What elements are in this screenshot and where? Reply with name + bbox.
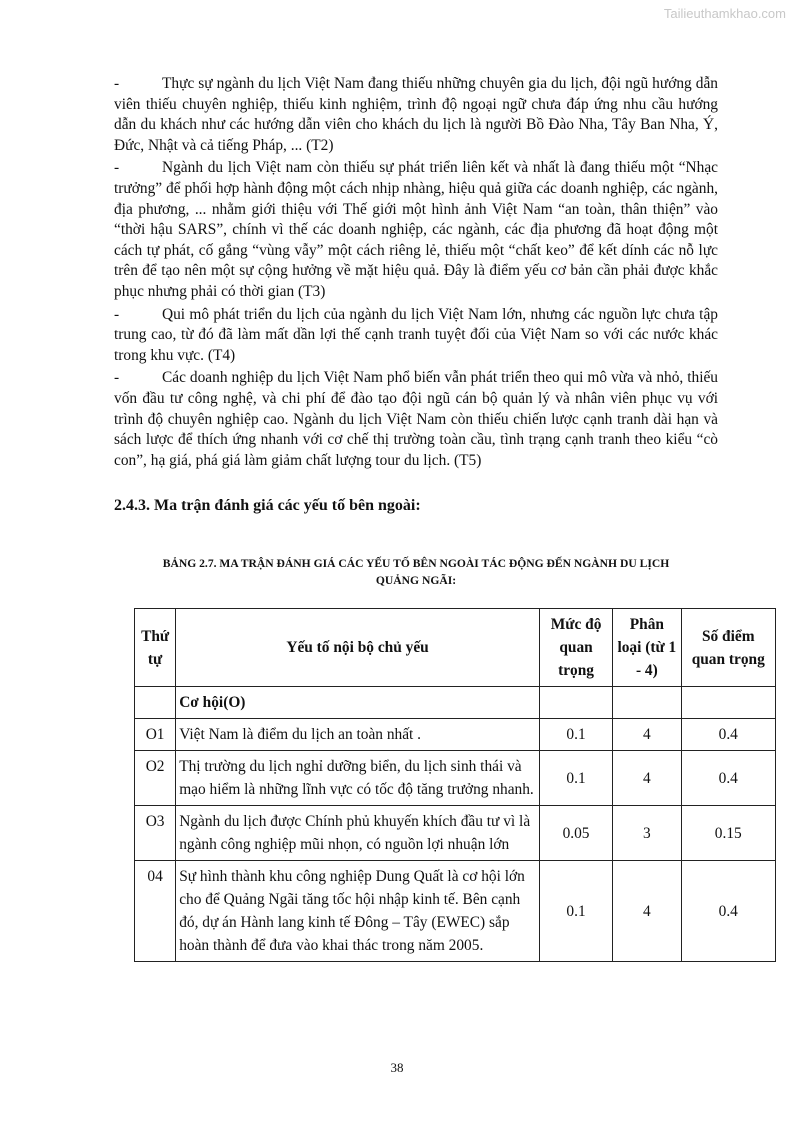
group-empty-cell [135, 687, 176, 719]
paragraph-t3 [114, 158, 718, 302]
row-factor: Thị trường du lịch nghỉ dưỡng biển, du lịch sinh thái và mạo hiểm là những lĩnh vực có tốc độ tăng trưởng nhanh. [176, 751, 540, 806]
bullet-dash: - [114, 369, 120, 387]
row-rating: 3 [613, 806, 681, 861]
page-number: 38 [390, 1060, 404, 1075]
table-header-row [135, 609, 776, 687]
row-factor: Ngành du lịch được Chính phủ khuyến khích đầu tư vì là ngành công nghiệp mũi nhọn, có nguồn lợi nhuận lớn [176, 806, 540, 861]
bullet-dash: - [114, 75, 120, 92]
header-score: Số điểm quan trọng [681, 609, 775, 687]
row-weight: 0.1 [539, 861, 612, 962]
row-score: 0.15 [681, 806, 775, 861]
watermark: Tailieuthamkhao.com [663, 6, 786, 21]
group-empty-cell [681, 687, 775, 719]
paragraph-text: Các doanh nghiệp du lịch Việt Nam phổ biến vẫn phát triển theo qui mô vừa và nhỏ, thiếu vốn đầu tư công nghệ, và chi phí để đào tạo đội ngũ cán bộ quản lý và nhân viên phục vụ với trình độ chuyên nghiệp cao. Ngành du lịch Việt Nam còn thiếu chiến lược cạnh tranh dài hạn và sách lược để thích ứng nhanh với cơ chế thị trường toàn cầu, tình trạng cạnh tranh theo kiểu “cò con”, hạ giá, phá giá làm giảm chất lượng tour du lịch. (T5) [114, 369, 718, 469]
row-rating: 4 [613, 861, 681, 962]
paragraph-text: Ngành du lịch Việt nam còn thiếu sự phát triển liên kết và nhất là đang thiếu một “Nhạc trưởng” để phối hợp hành động một cách nhịp nhàng, hiệu quả giữa các doanh nghiệp, các ngành, địa phương, ... nhằm giới thiệu với Thế giới một hình ảnh Việt Nam “an toàn, thân thiện” vào “thời hậu SARS”, chính vì thế các doanh nghiệp, các ngành, các địa phương đã hoạt động một cách tự phát, cố gắng “vùng vẫy” một cách riêng lẻ, thiếu một “chất keo” để kết dính các nỗ lực trên để tạo nên một sự cộng hưởng về mặt hiệu quả. Đây là điểm yếu cơ bản cần phải được khắc phục nhưng phải có thời gian (T3) [114, 159, 718, 300]
table-row [135, 806, 776, 861]
table-caption-line1: BẢNG 2.7. MA TRẬN ĐÁNH GIÁ CÁC YẾU TỐ BÊN NGOÀI TÁC ĐỘNG ĐẾN NGÀNH DU LỊCH [162, 557, 670, 571]
paragraph-text: Thực sự ngành du lịch Việt Nam đang thiếu những chuyên gia du lịch, đội ngũ hướng dẫn viên thiếu chuyên nghiệp, thiếu kinh nghiệm, trình độ ngoại ngữ chưa đáp ứng nhu cầu hướng dẫn du khách như các hướng dẫn viên cho khách du lịch là người Bồ Đào Nha, Tây Ban Nha, Ý, Đức, Nhật và cả tiếng Pháp, ... (T2) [114, 75, 718, 154]
bullet-dash: - [114, 159, 120, 177]
section-heading: 2.4.3. Ma trận đánh giá các yếu tố bên ngoài: [114, 497, 421, 515]
paragraph-t4 [114, 305, 718, 367]
row-score: 0.4 [681, 719, 775, 751]
table-group-row [135, 687, 776, 719]
bullet-dash: - [114, 305, 120, 323]
table-caption [114, 555, 718, 589]
row-id: O3 [135, 806, 176, 861]
paragraph-t2 [114, 74, 718, 156]
header-factor: Yếu tố nội bộ chủ yếu [176, 609, 540, 687]
group-label: Cơ hội(O) [176, 687, 540, 719]
row-rating: 4 [613, 751, 681, 806]
group-empty-cell [539, 687, 612, 719]
row-score: 0.4 [681, 861, 775, 962]
row-factor: Sự hình thành khu công nghiệp Dung Quất là cơ hội lớn cho để Quảng Ngãi tăng tốc hội nhập kinh tế. Bên cạnh đó, dự án Hành lang kinh tế Đông – Tây (EWEC) sắp hoàn thành để đưa vào khai thác trong năm 2005. [176, 861, 540, 962]
row-rating: 4 [613, 719, 681, 751]
row-weight: 0.05 [539, 806, 612, 861]
table-caption-line2: QUẢNG NGÃI: [375, 574, 457, 588]
row-weight: 0.1 [539, 751, 612, 806]
row-weight: 0.1 [539, 719, 612, 751]
header-weight: Mức độ quan trọng [539, 609, 612, 687]
paragraph-t5 [114, 368, 718, 471]
row-score: 0.4 [681, 751, 775, 806]
table-row [135, 861, 776, 962]
efe-matrix-table [134, 608, 776, 962]
table-row [135, 719, 776, 751]
header-order: Thứ tự [135, 609, 176, 687]
row-factor: Việt Nam là điểm du lịch an toàn nhất . [176, 719, 540, 751]
row-id: 04 [135, 861, 176, 962]
group-empty-cell [613, 687, 681, 719]
header-rating: Phân loại (từ 1 - 4) [613, 609, 681, 687]
paragraph-text: Qui mô phát triển du lịch của ngành du lịch Việt Nam lớn, nhưng các nguồn lực chưa tập trung cao, từ đó đã làm mất dần lợi thế cạnh tranh tuyệt đối của Việt Nam so với các nước khác trong khu vực. (T4) [114, 305, 718, 364]
table-row [135, 751, 776, 806]
row-id: O2 [135, 751, 176, 806]
row-id: O1 [135, 719, 176, 751]
body-text [114, 74, 718, 597]
